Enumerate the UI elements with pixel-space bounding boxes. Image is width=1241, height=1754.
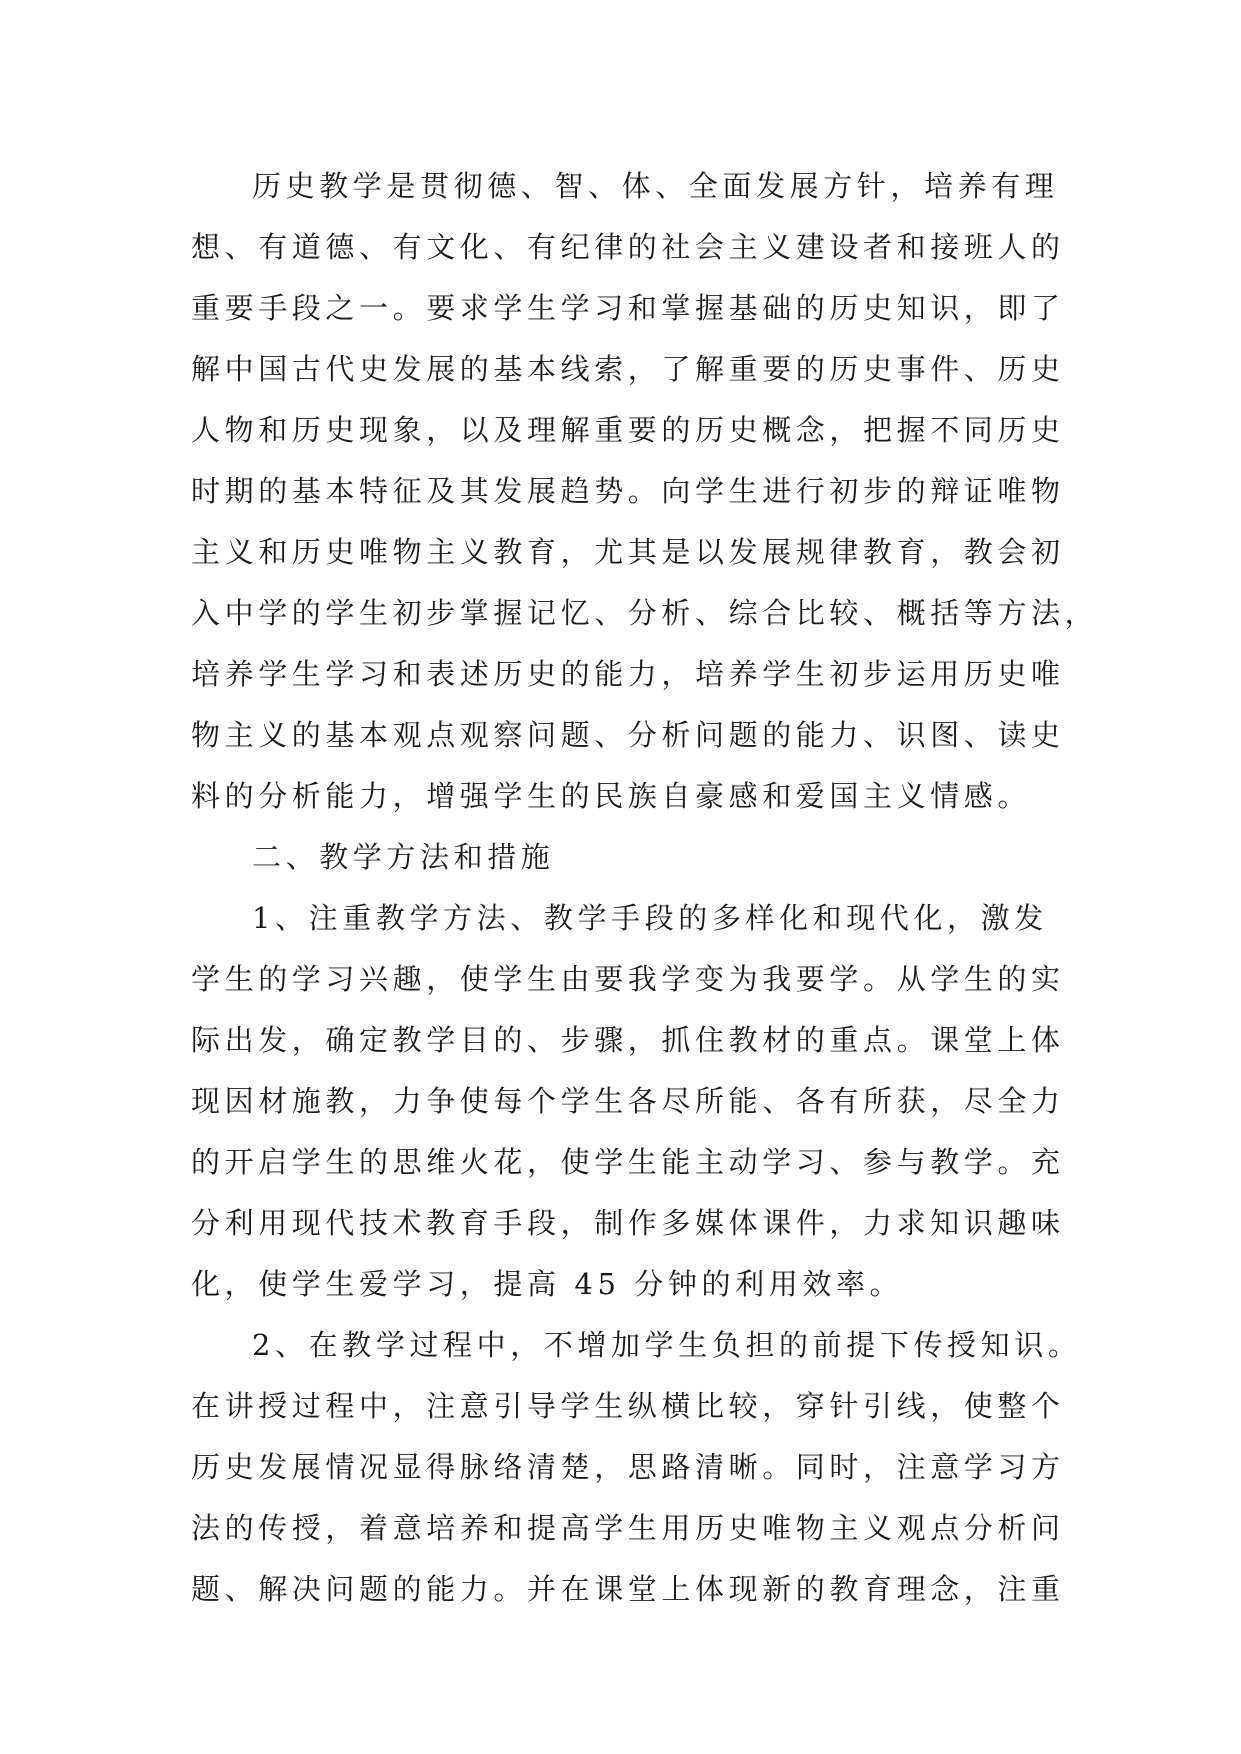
paragraph-2-line-2: 学生的学习兴趣，使学生由要我学变为我要学。从学生的实 — [191, 962, 1065, 996]
paragraph-2-line-7: 化，使学生爱学习，提高 45 分钟的利用效率。 — [191, 1267, 904, 1301]
paragraph-1-line-8: 入中学的学生初步掌握记忆、分析、综合比较、概括等方法， — [191, 596, 1099, 630]
paragraph-1-line-7: 主义和历史唯物主义教育，尤其是以发展规律教育，教会初 — [191, 535, 1065, 569]
section-heading: 二、教学方法和措施 — [252, 840, 555, 874]
paragraph-1-line-2: 想、有道德、有文化、有纪律的社会主义建设者和接班人的 — [191, 230, 1065, 264]
paragraph-2-line-5: 的开启学生的思维火花，使学生能主动学习、参与教学。充 — [191, 1145, 1065, 1179]
paragraph-3-line-1: 2、在教学过程中，不增加学生负担的前提下传授知识。 — [252, 1328, 1082, 1362]
paragraph-1-line-9: 培养学生学习和表述历史的能力，培养学生初步运用历史唯 — [191, 657, 1065, 691]
paragraph-1-line-5: 人物和历史现象，以及理解重要的历史概念，把握不同历史 — [191, 413, 1065, 447]
paragraph-2-line-3: 际出发，确定教学目的、步骤，抓住教材的重点。课堂上体 — [191, 1023, 1065, 1057]
paragraph-3-line-3: 历史发展情况显得脉络清楚，思路清晰。同时，注意学习方 — [191, 1450, 1065, 1484]
paragraph-2-line-6: 分利用现代技术教育手段，制作多媒体课件，力求知识趣味 — [191, 1206, 1065, 1240]
paragraph-1-line-11: 料的分析能力，增强学生的民族自豪感和爱国主义情感。 — [191, 779, 1032, 813]
paragraph-2-line-1: 1、注重教学方法、教学手段的多样化和现代化，激发 — [252, 901, 1048, 935]
paragraph-3-line-4: 法的传授，着意培养和提高学生用历史唯物主义观点分析问 — [191, 1511, 1065, 1545]
paragraph-3-line-2: 在讲授过程中，注意引导学生纵横比较，穿针引线，使整个 — [191, 1389, 1065, 1423]
paragraph-1-line-1: 历史教学是贯彻德、智、体、全面发展方针，培养有理 — [252, 169, 1059, 203]
paragraph-2-line-4: 现因材施教，力争使每个学生各尽所能、各有所获，尽全力 — [191, 1084, 1065, 1118]
paragraph-1-line-3: 重要手段之一。要求学生学习和掌握基础的历史知识，即了 — [191, 291, 1065, 325]
paragraph-1-line-10: 物主义的基本观点观察问题、分析问题的能力、识图、读史 — [191, 718, 1065, 752]
paragraph-1-line-6: 时期的基本特征及其发展趋势。向学生进行初步的辩证唯物 — [191, 474, 1065, 508]
paragraph-1-line-4: 解中国古代史发展的基本线索，了解重要的历史事件、历史 — [191, 352, 1065, 386]
paragraph-3-line-5: 题、解决问题的能力。并在课堂上体现新的教育理念，注重 — [191, 1572, 1065, 1606]
